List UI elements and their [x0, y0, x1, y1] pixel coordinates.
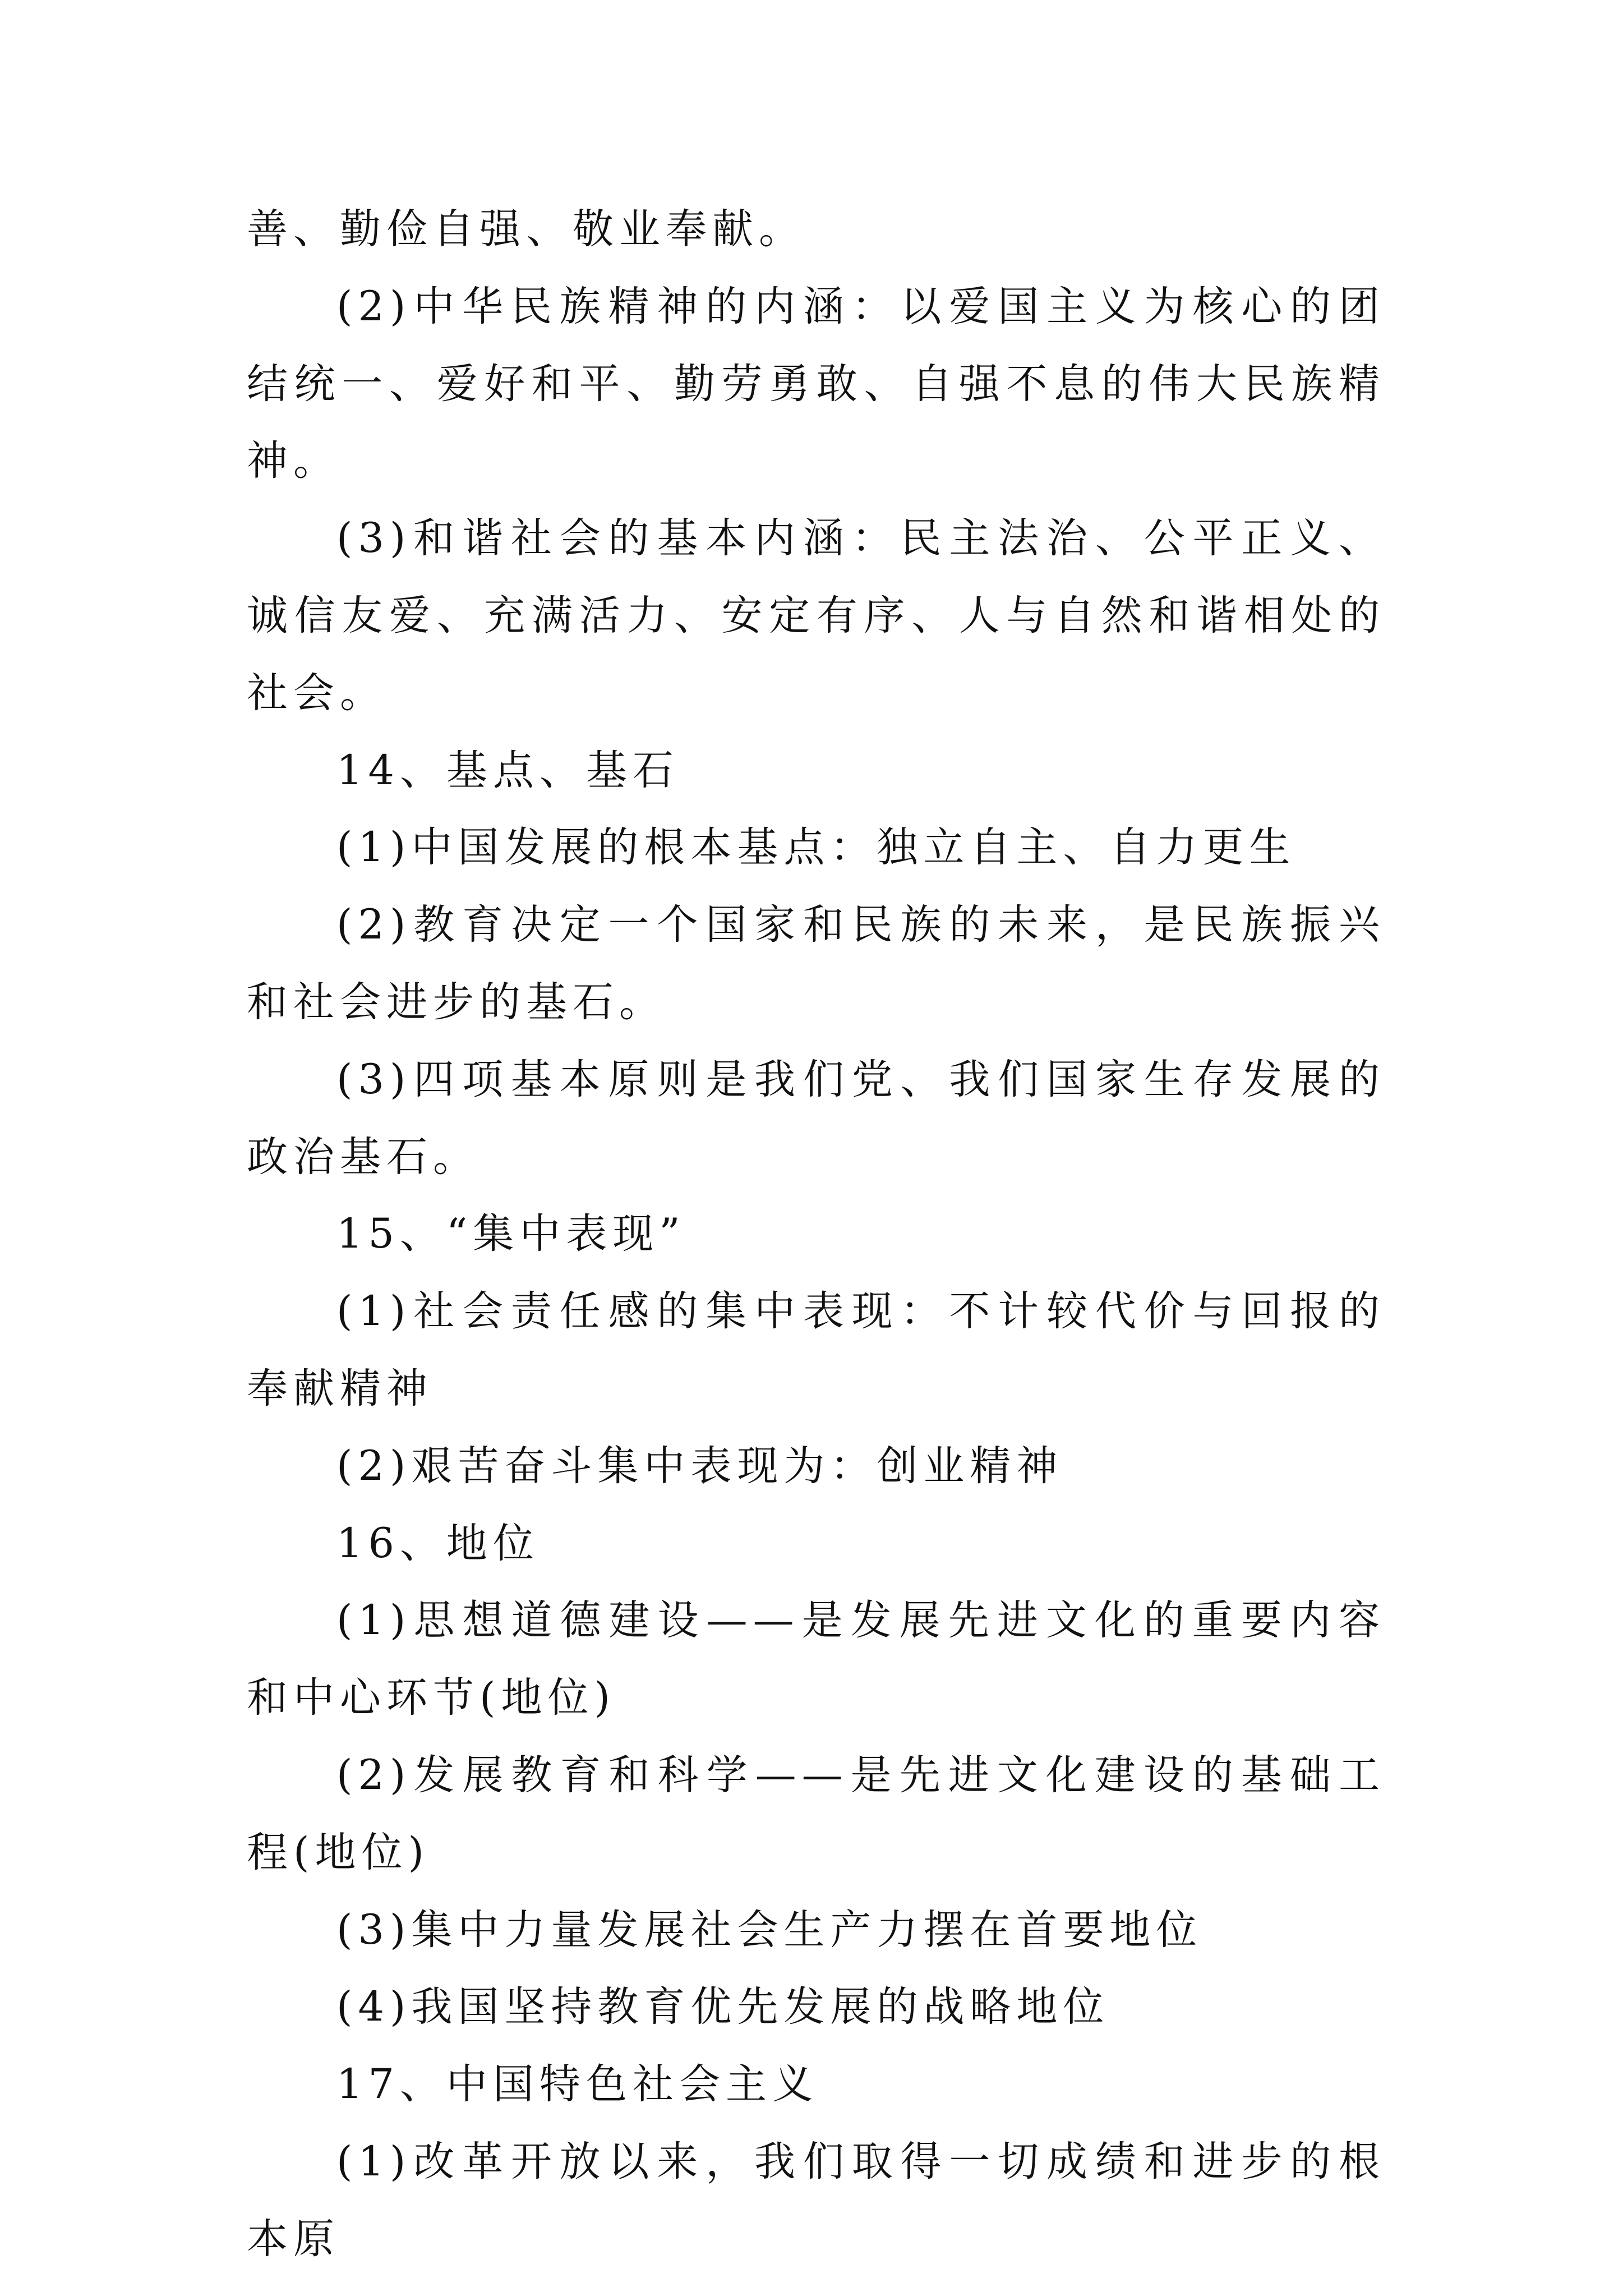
- section-heading-17: 17、中国特色社会主义: [336, 2060, 819, 2109]
- paragraph-social-responsibility: (1)社会责任感的集中表现：不计较代价与回报的奉献精神: [247, 1287, 1385, 1412]
- paragraph-education-cornerstone: (2)教育决定一个国家和民族的未来，是民族振兴和社会进步的基石。: [247, 901, 1385, 1026]
- paragraph-education-science: (2)发展教育和科学——是先进文化建设的基础工程(地位): [247, 1751, 1385, 1876]
- paragraph-continuation: 善、勤俭自强、敬业奉献。: [247, 205, 805, 253]
- paragraph-hard-work: (2)艰苦奋斗集中表现为：创业精神: [336, 1442, 1063, 1490]
- document-body: [247, 191, 1385, 2278]
- paragraph-four-principles: (3)四项基本原则是我们党、我们国家生存发展的政治基石。: [247, 1055, 1385, 1181]
- paragraph-productive-forces: (3)集中力量发展社会生产力摆在首要地位: [336, 1906, 1203, 1954]
- paragraph-moral-construction: (1)思想道德建设——是发展先进文化的重要内容和中心环节(地位): [247, 1596, 1385, 1722]
- paragraph-national-spirit: (2)中华民族精神的内涵：以爱国主义为核心的团结统一、爱好和平、勤劳勇敢、自强不息的伟大民族精神。: [247, 282, 1385, 485]
- paragraph-harmonious-society: (3)和谐社会的基本内涵：民主法治、公平正义、诚信友爱、充满活力、安定有序、人与自然和谐相处的社会。: [247, 514, 1385, 717]
- section-heading-14: 14、基点、基石: [336, 746, 679, 794]
- section-heading-15: 15、“集中表现”: [336, 1210, 686, 1258]
- paragraph-basic-point: (1)中国发展的根本基点：独立自主、自力更生: [336, 823, 1296, 872]
- paragraph-education-priority: (4)我国坚持教育优先发展的战略地位: [336, 1983, 1110, 2031]
- paragraph-reform-opening: (1)改革开放以来，我们取得一切成绩和进步的根本原: [247, 2137, 1385, 2263]
- section-heading-16: 16、地位: [336, 1519, 540, 1567]
